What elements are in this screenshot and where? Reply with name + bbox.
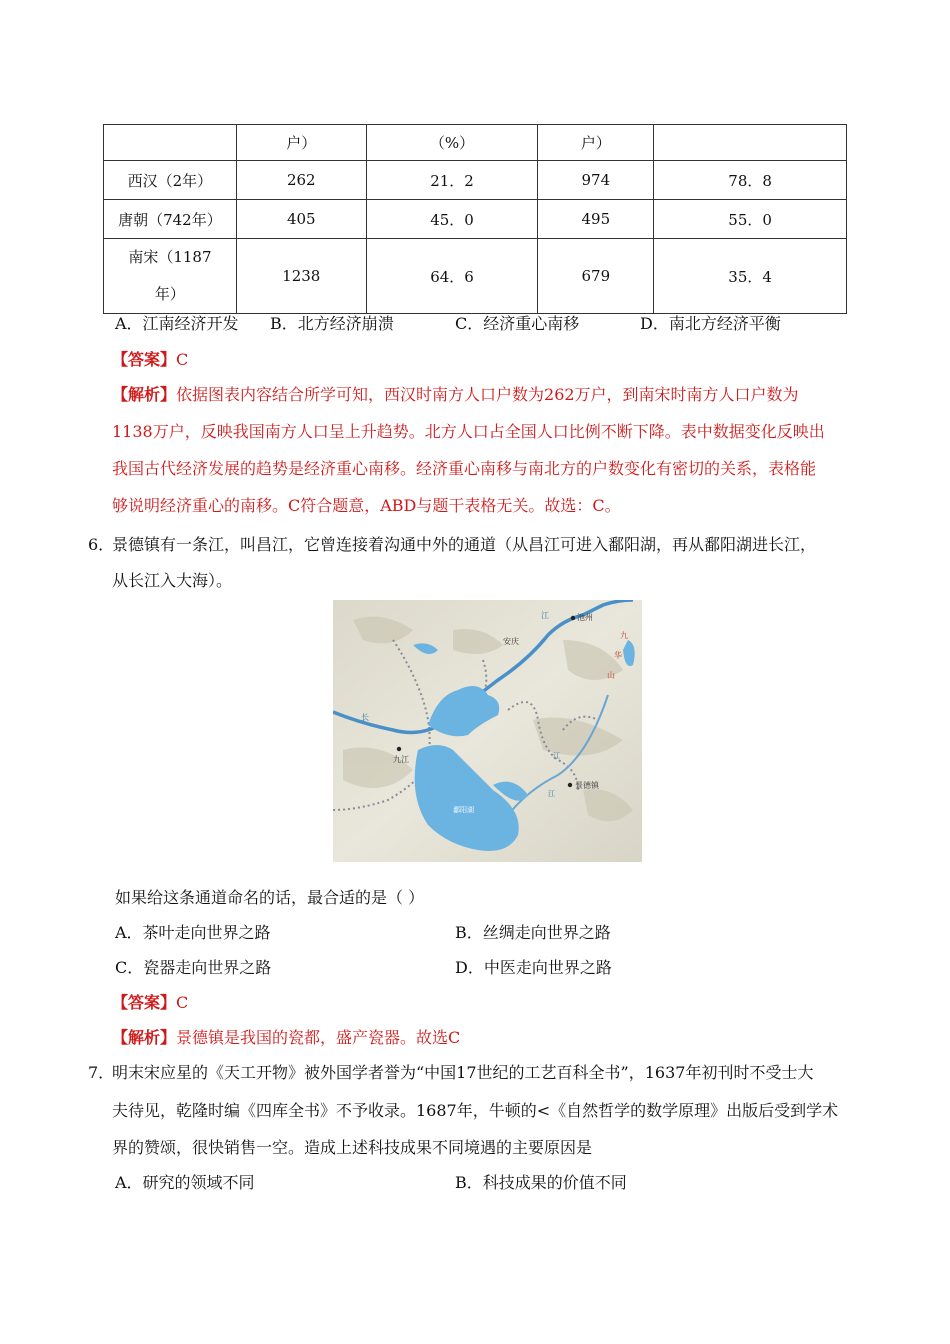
q7-number: 7． [88, 1063, 115, 1082]
table-cell: 55．0 [654, 200, 847, 239]
q6-option-b: B．丝绸走向世界之路 [455, 923, 611, 942]
chizhou-dot [571, 616, 575, 620]
table-cell: 西汉（2年） [104, 161, 237, 200]
answer-value: C [176, 993, 189, 1012]
map-label-chang-river-1: 江 [553, 752, 560, 760]
table-cell: 405 [236, 200, 366, 239]
q5-option-c: C．经济重心南移 [455, 314, 580, 333]
table-cell: 679 [538, 239, 654, 314]
map-label-chang: 长 [361, 713, 369, 722]
answer-value: C [176, 350, 189, 369]
analysis-text: 景德镇是我国的瓷都，盛产瓷器。故选C [176, 1028, 461, 1047]
q5-analysis-line-3: 我国古代经济发展的趋势是经济重心南移。经济重心南移与南北方的户数变化有密切的关系，表格能 [112, 459, 817, 478]
jingdezhen-dot [568, 783, 572, 787]
table-cell: 45．0 [366, 200, 538, 239]
q6-option-a: A．茶叶走向世界之路 [115, 923, 271, 942]
table-row [104, 125, 847, 161]
answer-label: 【答案】 [112, 350, 177, 369]
map-label-poyang: 鄱阳湖 [453, 806, 474, 814]
table-cell: 495 [538, 200, 654, 239]
map-label-chang-river-2: 江 [548, 790, 555, 798]
map-label-anqing: 安庆 [503, 637, 519, 646]
q6-stem-line-1: 景德镇有一条江，叫昌江，它曾连接着沟通中外的通道（从昌江可进入鄱阳湖，再从鄱阳湖进长江， [112, 535, 817, 554]
table-cell: 户） [236, 125, 366, 161]
map-label-jingdezhen: 景德镇 [575, 781, 599, 790]
table-cell [104, 239, 237, 314]
table-cell: 78．8 [654, 161, 847, 200]
jiujiang-dot [397, 747, 401, 751]
map-label-jiuhua-1: 九 [620, 631, 628, 640]
table-cell: 64．6 [366, 239, 538, 314]
table-cell: （%） [366, 125, 538, 161]
q5-answer [112, 348, 188, 372]
q5-option-b: B．北方经济崩溃 [270, 314, 394, 333]
table-row [104, 239, 847, 314]
q6-stem-line-2: 从长江入大海）。 [112, 571, 233, 590]
table-cell: 唐朝（742年） [104, 200, 237, 239]
q6-option-d: D．中医走向世界之路 [455, 958, 612, 977]
table-cell: 974 [538, 161, 654, 200]
analysis-text: 依据图表内容结合所学可知，西汉时南方人口户数为262万户，到南宋时南方人口户数为 [176, 385, 799, 404]
analysis-label: 【解析】 [112, 385, 177, 404]
table-cell [104, 125, 237, 161]
table-cell: 1238 [236, 239, 366, 314]
q6-question: 如果给这条通道命名的话，最合适的是（ ） [115, 888, 425, 907]
map-label-jiang: 江 [541, 611, 549, 620]
q6-answer [112, 991, 188, 1015]
cell-text-line: 年） [154, 285, 185, 303]
q7-option-a: A．研究的领域不同 [115, 1173, 255, 1192]
answer-label: 【答案】 [112, 993, 177, 1012]
q5-option-a: A．江南经济开发 [115, 314, 239, 333]
q6-analysis [112, 1026, 460, 1050]
map-label-chizhou: 池州 [577, 613, 593, 622]
q5-analysis-line-1 [112, 383, 799, 407]
table-cell: 262 [236, 161, 366, 200]
map-label-jiujiang: 九江 [393, 755, 409, 764]
map-label-jiuhua-2: 华 [614, 651, 622, 660]
table-cell: 户） [538, 125, 654, 161]
map-label-jiuhua-3: 山 [607, 671, 615, 680]
q5-analysis-line-4: 够说明经济重心的南移。C符合题意，ABD与题干表格无关。故选：C。 [112, 496, 621, 515]
yangtze-poyang-map [333, 600, 642, 862]
table-cell [654, 125, 847, 161]
q7-stem-line-2: 夫待见，乾隆时编《四库全书》不予收录。1687年，牛顿的<《自然哲学的数学原理》出版后受到学术 [112, 1101, 839, 1120]
analysis-label: 【解析】 [112, 1028, 177, 1047]
q6-number: 6． [88, 535, 115, 554]
q7-stem-line-1: 明末宋应星的《天工开物》被外国学者誉为“中国17世纪的工艺百科全书”，1637年初刊时不受士大 [112, 1063, 814, 1082]
population-table [103, 124, 847, 314]
table-cell: 21．2 [366, 161, 538, 200]
q5-option-d: D．南北方经济平衡 [640, 314, 781, 333]
q5-analysis-line-2: 1138万户，反映我国南方人口呈上升趋势。北方人口占全国人口比例不断下降。表中数据变化反映出 [112, 422, 825, 441]
table-row [104, 200, 847, 239]
q7-stem-line-3: 界的赞颂，很快销售一空。造成上述科技成果不同境遇的主要原因是 [112, 1138, 593, 1157]
table-cell: 35．4 [654, 239, 847, 314]
q7-option-b: B．科技成果的价值不同 [455, 1173, 627, 1192]
q6-option-c: C．瓷器走向世界之路 [115, 958, 272, 977]
table-row [104, 161, 847, 200]
cell-text-line: 南宋（1187 [128, 248, 212, 266]
